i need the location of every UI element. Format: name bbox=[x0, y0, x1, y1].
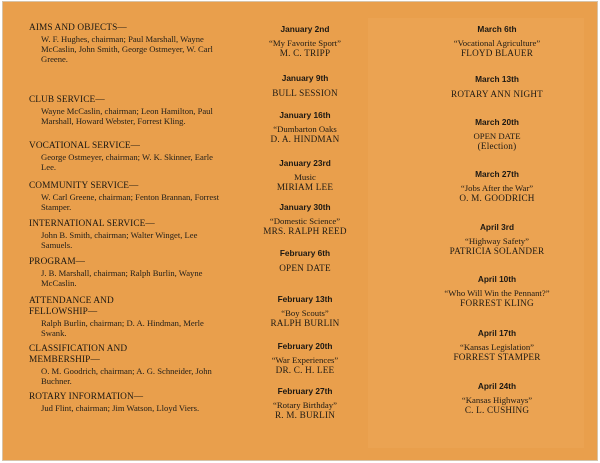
event-date: February 20th bbox=[277, 341, 333, 351]
event-april-10 bbox=[417, 274, 577, 309]
committee-title-line2: FELLOWSHIP— bbox=[29, 307, 98, 317]
event-date: January 30th bbox=[279, 202, 331, 212]
event-march-20 bbox=[417, 117, 577, 152]
event-february-20 bbox=[245, 341, 365, 376]
committee-title-line2: MEMBERSHIP— bbox=[29, 355, 100, 365]
event-title: “My Favorite Sport” bbox=[269, 38, 341, 48]
event-speaker: FLOYD BLAUER bbox=[460, 48, 534, 58]
committee-title: CLUB SERVICE— bbox=[29, 95, 105, 105]
event-speaker: (Election) bbox=[477, 141, 517, 151]
event-speaker: DR. C. H. LEE bbox=[275, 365, 335, 375]
event-speaker: FORREST KLING bbox=[460, 298, 534, 308]
committee-members: O. M. Goodrich, chairman; A. G. Schneider, John Buchner. bbox=[41, 366, 212, 386]
event-title: “Rotary Birthday” bbox=[273, 400, 337, 410]
event-date: January 16th bbox=[279, 110, 331, 120]
event-title: “Jobs After the War” bbox=[460, 183, 534, 193]
committee-program bbox=[29, 257, 259, 288]
event-speaker: RALPH BURLIN bbox=[270, 318, 340, 328]
committee-title: AIMS AND OBJECTS— bbox=[29, 23, 127, 33]
event-title: “Boy Scouts” bbox=[281, 308, 329, 318]
event-march-27 bbox=[417, 169, 577, 204]
event-title: “Who Will Win the Pennant?” bbox=[444, 288, 550, 298]
event-date: April 3rd bbox=[479, 222, 515, 232]
event-title: “Kansas Legislation” bbox=[459, 342, 535, 352]
event-date: April 10th bbox=[477, 274, 517, 284]
event-title: “Dumbarton Oaks bbox=[273, 124, 337, 134]
event-speaker: ROTARY ANN NIGHT bbox=[451, 89, 543, 99]
event-speaker: PATRICIA SOLANDER bbox=[449, 246, 545, 256]
committee-vocational-service bbox=[29, 141, 259, 172]
committee-members: W. Carl Greene, chairman; Fenton Brannan, Forrest Stamper. bbox=[41, 192, 219, 212]
committee-title: PROGRAM— bbox=[29, 257, 86, 267]
event-title: OPEN DATE bbox=[473, 131, 521, 141]
event-date: January 23rd bbox=[279, 158, 331, 168]
committee-community-service bbox=[29, 181, 259, 212]
event-date: January 9th bbox=[281, 73, 329, 83]
committee-aims-and-objects bbox=[29, 23, 259, 64]
event-title: “Kansas Highways” bbox=[461, 395, 533, 405]
event-speaker: M. C. TRIPP bbox=[279, 48, 331, 58]
event-date: April 17th bbox=[477, 328, 517, 338]
event-january-2 bbox=[245, 24, 365, 59]
event-february-6 bbox=[245, 248, 365, 274]
committee-rotary-information bbox=[29, 392, 259, 413]
event-january-23 bbox=[245, 158, 365, 193]
committee-members: Wayne McCaslin, chairman; Leon Hamilton, Paul Marshall, Howard Webster, Forrest Kling. bbox=[41, 106, 213, 126]
event-february-27 bbox=[245, 386, 365, 421]
event-speaker: C. L. CUSHING bbox=[464, 405, 530, 415]
event-april-24 bbox=[417, 381, 577, 416]
event-date: March 6th bbox=[477, 24, 517, 34]
event-speaker: MRS. RALPH REED bbox=[263, 226, 347, 236]
committee-members: J. B. Marshall, chairman; Ralph Burlin, Wayne McCaslin. bbox=[41, 268, 203, 288]
event-march-6 bbox=[417, 24, 577, 59]
event-date: February 6th bbox=[279, 248, 331, 258]
event-title: “Highway Safety” bbox=[465, 236, 529, 246]
event-january-30 bbox=[245, 202, 365, 237]
committee-attendance-and-fellowship bbox=[29, 296, 259, 338]
event-title: “Vocational Agriculture” bbox=[453, 38, 541, 48]
committee-members: George Ostmeyer, chairman; W. K. Skinner, Earle Lee. bbox=[41, 152, 213, 172]
event-january-9 bbox=[245, 73, 365, 99]
committee-members: Jud Flint, chairman; Jim Watson, Lloyd Viers. bbox=[41, 403, 200, 413]
event-date: January 2nd bbox=[280, 24, 330, 34]
event-date: March 13th bbox=[475, 74, 519, 84]
event-speaker: MIRIAM LEE bbox=[276, 182, 334, 192]
event-february-13 bbox=[245, 294, 365, 329]
event-speaker: O. M. GOODRICH bbox=[459, 193, 535, 203]
committee-members: Ralph Burlin, chairman; D. A. Hindman, Merle Swank. bbox=[41, 318, 204, 338]
event-date: February 27th bbox=[277, 386, 333, 396]
committee-title: ATTENDANCE AND bbox=[29, 296, 114, 306]
event-march-13 bbox=[417, 74, 577, 100]
committee-title: INTERNATIONAL SERVICE— bbox=[29, 219, 155, 229]
event-speaker: D. A. HINDMAN bbox=[270, 134, 340, 144]
event-april-3 bbox=[417, 222, 577, 257]
committee-members: W. F. Hughes, chairman; Paul Marshall, Wayne McCaslin, John Smith, George Ostmeyer, W. Carl Greene. bbox=[41, 34, 213, 64]
committee-members: John B. Smith, chairman; Walter Winget, Lee Samuels. bbox=[41, 230, 198, 250]
committee-title: ROTARY INFORMATION— bbox=[29, 392, 144, 402]
program-sheet bbox=[3, 2, 597, 460]
committee-classification-and-membership bbox=[29, 344, 259, 386]
committee-club-service bbox=[29, 95, 259, 126]
event-date: February 13th bbox=[277, 294, 333, 304]
event-date: March 27th bbox=[475, 169, 519, 179]
event-speaker: BULL SESSION bbox=[272, 88, 338, 98]
event-speaker: OPEN DATE bbox=[279, 263, 331, 273]
event-date: March 20th bbox=[475, 117, 519, 127]
event-title: “War Experiences” bbox=[271, 355, 339, 365]
event-date: April 24th bbox=[477, 381, 517, 391]
committee-international-service bbox=[29, 219, 259, 250]
event-january-16 bbox=[245, 110, 365, 145]
event-title: Music bbox=[294, 172, 316, 182]
event-speaker: R. M. BURLIN bbox=[274, 410, 336, 420]
event-title: “Domestic Science” bbox=[269, 216, 341, 226]
event-april-17 bbox=[417, 328, 577, 363]
committee-title: COMMUNITY SERVICE— bbox=[29, 181, 139, 191]
event-speaker: FORREST STAMPER bbox=[453, 352, 541, 362]
committee-title: CLASSIFICATION AND bbox=[29, 344, 128, 354]
committee-title: VOCATIONAL SERVICE— bbox=[29, 141, 141, 151]
